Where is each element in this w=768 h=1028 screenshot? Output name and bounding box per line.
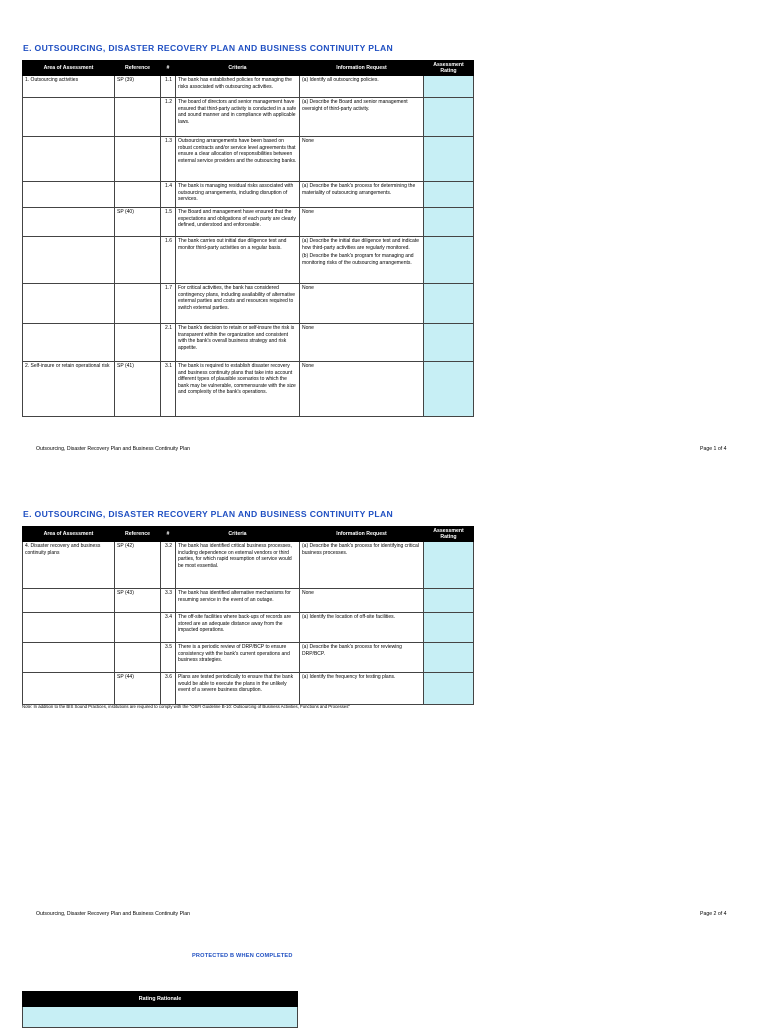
rating-cell[interactable] xyxy=(424,673,474,705)
header-criteria: Criteria xyxy=(176,527,300,542)
criteria-cell: Plans are tested periodically to ensure that the bank would be able to execute the plans in the unlikely event of a severe business disruption. xyxy=(176,673,300,705)
area-cell xyxy=(23,324,115,362)
criteria-cell: The bank's decision to retain or self-insure the risk is transparent within the organization and consistent with the bank's overall business strategy and risk appetite. xyxy=(176,324,300,362)
table-row xyxy=(23,643,474,673)
criteria-cell: The bank is managing residual risks associated with outsourcing arrangements, including disruption of services. xyxy=(176,182,300,208)
info-text: (a) Identify the location of off-site facilities. xyxy=(302,614,396,620)
area-cell xyxy=(23,208,115,237)
compliance-note: Note: In addition to the BIS Sound Practices, institutions are required to comply with the "OSFI Guideline B-10: Outsourcing of Business Activities, Functions and Processes" xyxy=(22,704,350,709)
rating-cell[interactable] xyxy=(424,208,474,237)
reference-cell: SP (41) xyxy=(115,362,161,417)
reference-cell xyxy=(115,324,161,362)
rating-rationale-field[interactable] xyxy=(22,1007,298,1028)
reference-cell xyxy=(115,137,161,182)
number-cell: 3.5 xyxy=(161,643,176,673)
section-title: E. OUTSOURCING, DISASTER RECOVERY PLAN AND BUSINESS CONTINUITY PLAN xyxy=(23,509,394,519)
reference-cell: SP (44) xyxy=(115,673,161,705)
area-cell xyxy=(23,98,115,137)
table-row xyxy=(23,237,474,284)
info-text: (a) Describe the bank's process for determining the materiality of outsourcing arrangements. xyxy=(302,183,416,196)
rating-cell[interactable] xyxy=(424,589,474,613)
header-number: # xyxy=(161,61,176,76)
number-cell: 1.7 xyxy=(161,284,176,324)
table-header-row xyxy=(23,527,474,542)
number-cell: 1.5 xyxy=(161,208,176,237)
footer-title: Outsourcing, Disaster Recovery Plan and Business Continuity Plan xyxy=(36,446,190,452)
area-cell xyxy=(23,284,115,324)
area-cell xyxy=(23,673,115,705)
info-cell xyxy=(300,76,424,98)
reference-cell xyxy=(115,284,161,324)
assessment-table-page1 xyxy=(22,60,474,417)
info-cell xyxy=(300,643,424,673)
area-cell: 2. Self-insure or retain operational risk xyxy=(23,362,115,417)
number-cell: 3.4 xyxy=(161,613,176,643)
rating-cell[interactable] xyxy=(424,98,474,137)
rating-cell[interactable] xyxy=(424,613,474,643)
info-cell xyxy=(300,208,424,237)
number-cell: 2.1 xyxy=(161,324,176,362)
criteria-cell: The bank has established policies for managing the risks associated with outsourcing activities. xyxy=(176,76,300,98)
footer-title: Outsourcing, Disaster Recovery Plan and Business Continuity Plan xyxy=(36,911,190,917)
criteria-cell: The bank is required to establish disaster recovery and business continuity plans that take into account different types of plausible scenarios to which the bank may be vulnerable, commensurate with the size and complexity of the bank's operations. xyxy=(176,362,300,417)
info-text: (a) Describe the bank's process for reviewing DRP/BCP. xyxy=(302,644,402,657)
table-row xyxy=(23,98,474,137)
reference-cell: SP (40) xyxy=(115,208,161,237)
section-title: E. OUTSOURCING, DISASTER RECOVERY PLAN AND BUSINESS CONTINUITY PLAN xyxy=(23,43,394,53)
info-text: None xyxy=(302,590,314,596)
area-cell xyxy=(23,137,115,182)
number-cell: 3.3 xyxy=(161,589,176,613)
info-text: (a) Identify all outsourcing policies. xyxy=(302,77,379,83)
reference-cell xyxy=(115,98,161,137)
table-row xyxy=(23,542,474,589)
number-cell: 3.2 xyxy=(161,542,176,589)
criteria-cell: For critical activities, the bank has considered contingency plans, including availability of alternative external parties and costs and resources required to switch external parties. xyxy=(176,284,300,324)
rating-cell[interactable] xyxy=(424,76,474,98)
reference-cell xyxy=(115,643,161,673)
number-cell: 1.6 xyxy=(161,237,176,284)
header-area: Area of Assessment xyxy=(23,527,115,542)
info-text: (a) Describe the bank's process for identifying critical business processes. xyxy=(302,543,419,556)
reference-cell: SP (43) xyxy=(115,589,161,613)
reference-cell: SP (39) xyxy=(115,76,161,98)
table-row xyxy=(23,589,474,613)
header-reference: Reference xyxy=(115,527,161,542)
header-area: Area of Assessment xyxy=(23,61,115,76)
number-cell: 1.1 xyxy=(161,76,176,98)
rating-rationale-header: Rating Rationale xyxy=(22,991,298,1007)
area-cell: 1. Outsourcing activities xyxy=(23,76,115,98)
info-cell xyxy=(300,542,424,589)
table-row xyxy=(23,182,474,208)
header-number: # xyxy=(161,527,176,542)
criteria-cell: The bank carries out initial due diligence test and monitor third-party activities on a regular basis. xyxy=(176,237,300,284)
header-reference: Reference xyxy=(115,61,161,76)
reference-cell xyxy=(115,613,161,643)
info-text: None xyxy=(302,138,314,144)
info-text: (a) Identify the frequency for testing plans. xyxy=(302,674,396,680)
info-cell xyxy=(300,284,424,324)
info-cell xyxy=(300,137,424,182)
info-cell xyxy=(300,613,424,643)
info-text: None xyxy=(302,325,314,331)
area-cell: 4. Disaster recovery and business continuity plans xyxy=(23,542,115,589)
area-cell xyxy=(23,182,115,208)
table-row xyxy=(23,284,474,324)
rating-cell[interactable] xyxy=(424,643,474,673)
rating-cell[interactable] xyxy=(424,182,474,208)
info-cell xyxy=(300,98,424,137)
area-cell xyxy=(23,589,115,613)
reference-cell xyxy=(115,237,161,284)
table-row xyxy=(23,324,474,362)
info-text: (a) Describe the Board and senior management oversight of third-party activity. xyxy=(302,99,408,112)
rating-cell[interactable] xyxy=(424,362,474,417)
area-cell xyxy=(23,643,115,673)
table-row xyxy=(23,208,474,237)
info-cell xyxy=(300,362,424,417)
table-header-row xyxy=(23,61,474,76)
header-information-request: Information Request xyxy=(300,61,424,76)
page-number: Page 2 of 4 xyxy=(700,911,727,917)
header-information-request: Information Request xyxy=(300,527,424,542)
criteria-cell: The bank has identified alternative mechanisms for resuming service in the event of an outage. xyxy=(176,589,300,613)
number-cell: 3.6 xyxy=(161,673,176,705)
area-cell xyxy=(23,237,115,284)
area-cell xyxy=(23,613,115,643)
number-cell: 1.3 xyxy=(161,137,176,182)
header-assessment-rating: Assessment Rating xyxy=(424,527,474,542)
table-row xyxy=(23,673,474,705)
assessment-table-page2 xyxy=(22,526,474,705)
number-cell: 3.1 xyxy=(161,362,176,417)
header-assessment-rating: Assessment Rating xyxy=(424,61,474,76)
reference-cell xyxy=(115,182,161,208)
rating-cell[interactable] xyxy=(424,284,474,324)
rating-cell[interactable] xyxy=(424,324,474,362)
info-cell xyxy=(300,673,424,705)
table-row xyxy=(23,362,474,417)
info-cell xyxy=(300,324,424,362)
info-text: None xyxy=(302,363,314,369)
criteria-cell: Outsourcing arrangements have been based on robust contracts and/or service level agreements that ensure a clear allocation of responsibilities between external service providers and the outsourcing banks. xyxy=(176,137,300,182)
rating-rationale-section xyxy=(22,991,298,1028)
criteria-cell: There is a periodic review of DRP/BCP to ensure consistency with the bank's current operations and business strategies. xyxy=(176,643,300,673)
info-text: (b) Describe the bank's program for managing and monitoring risks of the outsourcing arrangements. xyxy=(302,253,414,266)
rating-cell[interactable] xyxy=(424,137,474,182)
criteria-cell: The board of directors and senior management have ensured that third-party activity is conducted in a safe and sound manner and in compliance with applicable laws. xyxy=(176,98,300,137)
page-number: Page 1 of 4 xyxy=(700,446,727,452)
reference-cell: SP (42) xyxy=(115,542,161,589)
number-cell: 1.4 xyxy=(161,182,176,208)
number-cell: 1.2 xyxy=(161,98,176,137)
table-row xyxy=(23,137,474,182)
criteria-cell: The Board and management have ensured that the expectations and obligations of each party are clearly defined, understood and enforceable. xyxy=(176,208,300,237)
protected-label: PROTECTED B WHEN COMPLETED xyxy=(192,953,293,959)
info-cell xyxy=(300,182,424,208)
table-row xyxy=(23,76,474,98)
info-text: None xyxy=(302,209,314,215)
table-row xyxy=(23,613,474,643)
header-criteria: Criteria xyxy=(176,61,300,76)
criteria-cell: The bank has identified critical business processes, including dependence on external vendors or third parties, for which rapid resumption of service would be most essential. xyxy=(176,542,300,589)
info-text: None xyxy=(302,285,314,291)
rating-cell[interactable] xyxy=(424,542,474,589)
rating-cell[interactable] xyxy=(424,237,474,284)
info-cell xyxy=(300,589,424,613)
info-text: (a) Describe the initial due diligence test and indicate how third-party activities are regularly monitored. xyxy=(302,238,420,251)
criteria-cell: The off-site facilities where back-ups of records are stored are an adequate distance away from the impacted operations. xyxy=(176,613,300,643)
info-cell xyxy=(300,237,424,284)
